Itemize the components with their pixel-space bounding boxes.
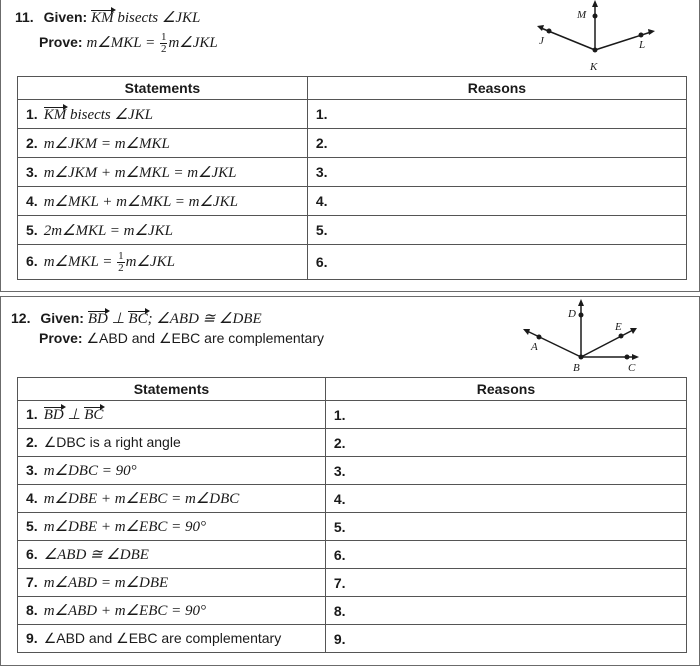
- statement-cell: [18, 625, 326, 653]
- reason-cell[interactable]: 5.: [307, 216, 686, 245]
- arrow-head: [537, 25, 544, 31]
- statements-header: Statements: [18, 77, 308, 100]
- row-number: 2.: [26, 134, 38, 151]
- reason-cell[interactable]: 7.: [325, 569, 686, 597]
- reason-cell[interactable]: 4.: [307, 187, 686, 216]
- reasons-header: Reasons: [325, 378, 686, 401]
- prove-line: [39, 330, 324, 347]
- ray-bd: BD: [87, 311, 108, 327]
- problem-number: 11.: [15, 9, 34, 25]
- statement-cell: [18, 100, 308, 129]
- statement-cell: [18, 216, 308, 245]
- point-c: [625, 355, 630, 360]
- prove-label: Prove:: [39, 330, 83, 346]
- fraction-numerator: 1: [118, 249, 124, 262]
- point-d: [579, 313, 584, 318]
- given-rest: ; ∠ABD ≅ ∠DBE: [147, 311, 262, 327]
- table-row: [18, 216, 687, 245]
- reason-cell[interactable]: 3.: [307, 158, 686, 187]
- statement-cell: [18, 401, 326, 429]
- statement-left: m∠MKL =: [43, 253, 117, 270]
- statement-cell: [18, 513, 326, 541]
- statement-text: m∠DBC = 90°: [43, 463, 137, 479]
- table-row: [18, 158, 687, 187]
- statement-cell: [18, 187, 308, 216]
- row-number: 5.: [26, 221, 38, 238]
- row-number: 4.: [26, 192, 38, 209]
- ray-km: KM: [43, 106, 67, 123]
- point-a: [537, 335, 542, 340]
- reason-cell[interactable]: 1.: [307, 100, 686, 129]
- perp-symbol: ⊥: [63, 407, 85, 423]
- statement-text: ∠DBC is a right angle: [43, 434, 181, 450]
- table-row: [18, 129, 687, 158]
- problem-number: 12.: [11, 310, 31, 326]
- reason-cell[interactable]: 2.: [325, 429, 686, 457]
- angle-diagram-12: [523, 297, 653, 377]
- statement-cell: [18, 541, 326, 569]
- given-line: [11, 309, 262, 328]
- arrow-head: [592, 0, 598, 7]
- statement-text: ∠ABD and ∠EBC are complementary: [43, 630, 282, 646]
- perp-symbol: ⊥: [107, 311, 129, 327]
- prove-label: Prove:: [39, 34, 83, 51]
- row-number: 8.: [26, 602, 38, 618]
- row-number: 6.: [26, 252, 38, 269]
- fraction: [160, 32, 168, 55]
- arrow-head: [648, 29, 655, 35]
- fraction-numerator: 1: [160, 31, 167, 43]
- point-k: [593, 48, 598, 53]
- table-row: [18, 100, 687, 129]
- table-row: [18, 245, 687, 280]
- label-m: M: [577, 9, 587, 21]
- ray-be-line: [581, 330, 633, 357]
- table-row: [18, 569, 687, 597]
- table-row: [18, 625, 687, 653]
- proof-table-11: [17, 76, 687, 280]
- point-j: [547, 29, 552, 34]
- problem-11: [0, 0, 700, 292]
- row-number: 7.: [26, 574, 38, 590]
- prove-right: m∠JKL: [168, 35, 218, 52]
- row-number: 5.: [26, 518, 38, 534]
- row-number: 1.: [26, 105, 38, 122]
- statements-header: Statements: [18, 378, 326, 401]
- row-number: 3.: [26, 163, 38, 180]
- label-j: J: [539, 35, 544, 47]
- row-number: 9.: [26, 630, 38, 646]
- row-number: 1.: [26, 406, 38, 422]
- statement-cell: [18, 129, 308, 158]
- point-b: [579, 355, 584, 360]
- reason-cell[interactable]: 3.: [325, 457, 686, 485]
- table-row: [18, 429, 687, 457]
- arrow-head: [632, 354, 639, 360]
- label-k: K: [590, 61, 598, 73]
- reasons-header: Reasons: [307, 77, 686, 100]
- arrow-head: [523, 329, 530, 335]
- statement-cell: [18, 457, 326, 485]
- row-number: 3.: [26, 462, 38, 478]
- given-label: Given:: [40, 310, 84, 326]
- reason-cell[interactable]: 6.: [325, 541, 686, 569]
- given-label: Given:: [43, 9, 88, 25]
- point-e: [619, 334, 624, 339]
- statement-text: m∠DBE + m∠EBC = m∠DBC: [43, 491, 240, 507]
- statement-text: m∠ABD = m∠DBE: [43, 575, 169, 591]
- statement-cell: [18, 429, 326, 457]
- reason-cell[interactable]: 6.: [307, 245, 686, 280]
- table-row: [18, 485, 687, 513]
- table-row: [18, 401, 687, 429]
- statement-cell: [18, 485, 326, 513]
- ray-bd: BD: [43, 407, 64, 423]
- statement-text: m∠MKL + m∠MKL = m∠JKL: [43, 193, 238, 210]
- reason-cell[interactable]: 9.: [325, 625, 686, 653]
- prove-line: [39, 32, 218, 55]
- fraction-denominator: 2: [118, 261, 124, 274]
- statement-text: 2m∠MKL = m∠JKL: [43, 222, 173, 239]
- label-a: A: [531, 341, 538, 353]
- table-row: [18, 513, 687, 541]
- statement-cell: [18, 158, 308, 187]
- problem-12: [0, 296, 700, 666]
- ray-bc: BC: [84, 407, 104, 423]
- row-number: 4.: [26, 490, 38, 506]
- row-number: 2.: [26, 434, 38, 450]
- table-row: [18, 457, 687, 485]
- statement-right: m∠JKL: [125, 253, 175, 270]
- point-m: [593, 14, 598, 19]
- statement-text: m∠JKM = m∠MKL: [43, 135, 170, 152]
- prove-text: ∠ABD and ∠EBC are complementary: [86, 330, 324, 346]
- table-header: [18, 77, 687, 100]
- label-b: B: [573, 362, 580, 374]
- statement-text: m∠JKM + m∠MKL = m∠JKL: [43, 164, 237, 181]
- row-number: 6.: [26, 546, 38, 562]
- given-line: [15, 8, 200, 27]
- statement-text: ∠ABD ≅ ∠DBE: [43, 547, 149, 563]
- prove-left: m∠MKL =: [86, 35, 159, 52]
- statement-text: m∠ABD + m∠EBC = 90°: [43, 603, 206, 619]
- label-d: D: [568, 308, 576, 320]
- label-e: E: [615, 321, 622, 333]
- angle-diagram-11: [529, 0, 669, 76]
- label-l: L: [639, 39, 646, 51]
- proof-table-12: [17, 377, 687, 653]
- given-text: bisects ∠JKL: [113, 10, 201, 26]
- table-row: [18, 597, 687, 625]
- reason-cell[interactable]: 2.: [307, 129, 686, 158]
- statement-cell: [18, 597, 326, 625]
- reason-cell[interactable]: 5.: [325, 513, 686, 541]
- reason-cell[interactable]: 1.: [325, 401, 686, 429]
- table-row: [18, 187, 687, 216]
- statement-text: bisects ∠JKL: [66, 106, 153, 123]
- reason-cell[interactable]: 8.: [325, 597, 686, 625]
- fraction: [117, 251, 125, 274]
- table-row: [18, 541, 687, 569]
- arrow-head: [578, 299, 584, 306]
- ray-km: KM: [91, 10, 114, 26]
- statement-cell: [18, 569, 326, 597]
- table-header: [18, 378, 687, 401]
- statement-text: m∠DBE + m∠EBC = 90°: [43, 519, 206, 535]
- statement-cell: [18, 245, 308, 280]
- ray-bc: BC: [128, 311, 148, 327]
- point-l: [639, 33, 644, 38]
- label-c: C: [628, 362, 636, 374]
- fraction-denominator: 2: [160, 43, 167, 55]
- reason-cell[interactable]: 4.: [325, 485, 686, 513]
